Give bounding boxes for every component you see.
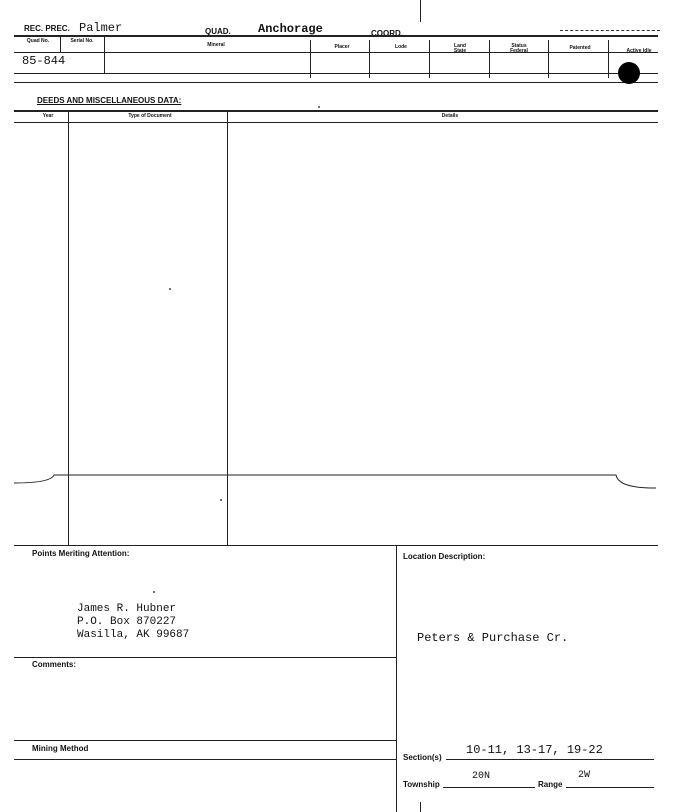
township-value: 20N (472, 771, 491, 782)
col-header-mineral: Mineral (207, 42, 225, 48)
speck (318, 106, 320, 108)
quad-label: QUAD. (205, 27, 231, 36)
comments-label: Comments: (32, 660, 77, 669)
township-underline (443, 787, 535, 788)
col-divider-mineral (104, 36, 105, 73)
claim-table-header-rule (14, 52, 658, 53)
range-underline (566, 787, 654, 788)
col-header-lode: Lode (395, 44, 407, 50)
comments-top-rule (14, 657, 396, 658)
col-header-land-state: Land State (453, 43, 467, 54)
top-center-divider (420, 0, 421, 22)
points-label: Points Meriting Attention: (32, 549, 130, 558)
sections-underline (446, 759, 654, 760)
quad-no-value: 85-844 (22, 54, 66, 68)
col-header-quad-no: Quad No. (26, 38, 50, 44)
col-divider-active (608, 40, 609, 78)
location-label: Location Description: (403, 552, 486, 561)
col-header-placer: Placer (334, 44, 350, 50)
col-divider-lode (369, 40, 370, 78)
col-header-patented: Patented (569, 45, 591, 51)
deeds-bottom-rule (14, 545, 658, 546)
bottom-center-divider (396, 545, 397, 812)
mining-method-bottom-rule (14, 759, 396, 760)
location-value: Peters & Purchase Cr. (417, 631, 569, 645)
speck (153, 591, 155, 593)
sections-value: 10-11, 13-17, 19-22 (466, 743, 603, 757)
active-indicator-dot (618, 62, 640, 84)
col-divider-land (429, 40, 430, 78)
quad-value: Anchorage (258, 22, 323, 36)
header-dashed-rule (560, 30, 660, 31)
col-header-status-federal: Status Federal (510, 43, 528, 54)
deeds-top-rule (14, 110, 658, 112)
address-line-city: Wasilla, AK 99687 (77, 629, 190, 641)
claim-table-base-rule (14, 82, 658, 83)
rec-prec-label: REC. PREC. (24, 24, 70, 33)
fold-tear-line (0, 466, 678, 496)
speck (169, 288, 171, 290)
mining-method-label: Mining Method (32, 744, 89, 753)
col-divider-placer (310, 40, 311, 78)
deeds-col-year: Year (42, 113, 54, 119)
range-label: Range (538, 780, 563, 789)
township-label: Township (403, 780, 440, 789)
deeds-col-type: Type of Document (128, 113, 172, 119)
coord-label: COORD. (371, 29, 403, 38)
address-line-name: James R. Hubner (77, 603, 177, 615)
claim-table-top-rule (14, 35, 658, 37)
col-divider-patented (548, 40, 549, 78)
col-divider-status (489, 40, 490, 78)
mining-method-top-rule (14, 740, 396, 741)
sections-label: Section(s) (403, 753, 442, 762)
deeds-col-details: Details (441, 113, 459, 119)
range-value: 2W (578, 770, 591, 781)
col-divider-serial (60, 36, 61, 52)
claim-table-bottom-rule (14, 73, 658, 74)
deeds-header-rule (14, 122, 658, 123)
deeds-section-title: DEEDS AND MISCELLANEOUS DATA: (37, 96, 182, 105)
col-header-active-idle: Active Idle (626, 48, 652, 54)
address-line-box: P.O. Box 870227 (77, 616, 177, 628)
speck (220, 499, 222, 501)
rec-prec-value: Palmer (79, 21, 123, 35)
col-header-serial-no: Serial No. (70, 38, 94, 44)
bottom-tick (420, 802, 421, 812)
points-address (77, 603, 189, 642)
